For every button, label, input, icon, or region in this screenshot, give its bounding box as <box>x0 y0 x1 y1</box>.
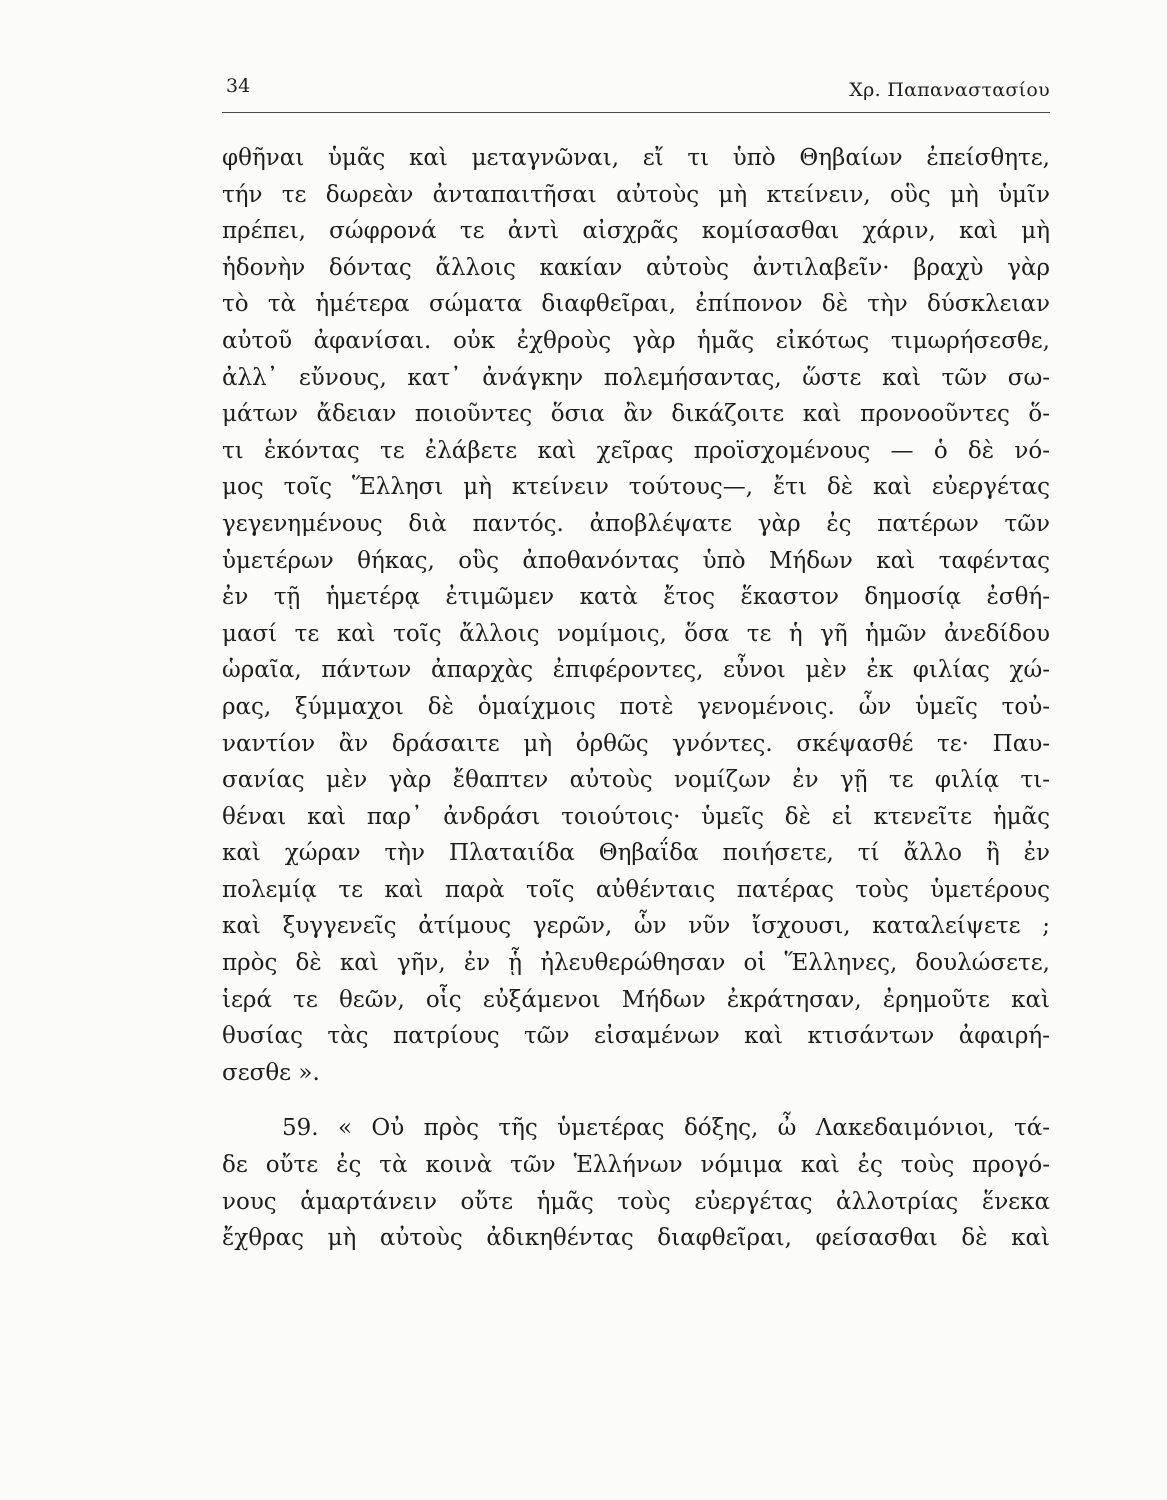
text-line: ἔχθρας μὴ αὐτοὺς ἀδικηθέντας διαφθεῖραι, φείσασθαι δὲ καὶ <box>222 1225 1050 1252</box>
text-line: γεγενημένους διὰ παντός. ἀποβλέψατε γὰρ ἐς πατέρων τῶν <box>222 510 1050 537</box>
text-line: νους ἁμαρτάνειν οὔτε ἡμᾶς τοὺς εὐεργέτας ἀλλοτρίας ἕνεκα <box>222 1188 1050 1215</box>
text-line: τήν τε δωρεὰν ἀνταπαιτῆσαι αὐτοὺς μὴ κτείνειν, οὓς μὴ ὑμῖν <box>222 181 1050 208</box>
text-line: ἀλλ᾽ εὔνους, κατ᾽ ἀνάγκην πολεμήσαντας, ὥστε καὶ τῶν σω- <box>222 364 1050 391</box>
text-line: 59. « Οὐ πρὸς τῆς ὑμετέρας δόξης, ὦ Λακεδαιμόνιοι, τά- <box>282 1115 1050 1142</box>
text-line: δε οὔτε ἐς τὰ κοινὰ τῶν Ἑλλήνων νόμιμα καὶ ἐς τοὺς προγό- <box>222 1152 1050 1179</box>
text-line: πολεμίᾳ τε καὶ παρὰ τοῖς αὐθένταις πατέρας τοὺς ὑμετέρους <box>222 876 1050 903</box>
header-rule <box>222 112 1050 113</box>
paragraph-1 <box>222 140 1050 1091</box>
text-line: θέναι καὶ παρ᾽ ἀνδράσι τοιούτοις· ὑμεῖς δὲ εἰ κτενεῖτε ἡμᾶς <box>222 803 1050 830</box>
paragraph-gap <box>222 1091 1050 1110</box>
text-line: φθῆναι ὑμᾶς καὶ μεταγνῶναι, εἴ τι ὑπὸ Θηβαίων ἐπείσθητε, <box>222 145 1050 171</box>
body-text <box>222 140 1050 1257</box>
text-line: ὑμετέρων θήκας, οὓς ἀποθανόντας ὑπὸ Μήδων καὶ ταφέντας <box>222 547 1050 574</box>
text-line: ἡδονὴν δόντας ἄλλοις κακίαν αὐτοὺς ἀντιλαβεῖν· βραχὺ γὰρ <box>222 254 1050 281</box>
text-line: μασί τε καὶ τοῖς ἄλλοις νομίμοις, ὅσα τε ἡ γῆ ἡμῶν ἀνεδίδου <box>222 620 1050 647</box>
paragraph-2 <box>222 1110 1050 1256</box>
text-line: καὶ ξυγγενεῖς ἀτίμους γερῶν, ὧν νῦν ἴσχουσι, καταλείψετε ; <box>222 913 1050 940</box>
text-line: σεσθε ». <box>222 1059 320 1086</box>
text-line: αὐτοῦ ἀφανίσαι. οὐκ ἐχθροὺς γὰρ ἡμᾶς εἰκότως τιμωρήσεσθε, <box>222 327 1050 354</box>
running-title: Χρ. Παπαναστασίου <box>849 79 1050 101</box>
text-line: μος τοῖς Ἕλλησι μὴ κτείνειν τούτους—, ἔτι δὲ καὶ εὐεργέτας <box>222 474 1050 501</box>
text-line: πρέπει, σώφρονά τε ἀντὶ αἰσχρᾶς κομίσασθαι χάριν, καὶ μὴ <box>222 218 1050 245</box>
page-number: 34 <box>226 75 251 97</box>
text-line: τι ἑκόντας τε ἐλάβετε καὶ χεῖρας προϊσχομένους — ὁ δὲ νό- <box>222 437 1050 464</box>
text-line: ρας, ξύμμαχοι δὲ ὁμαίχμοις ποτὲ γενομένοις. ὧν ὑμεῖς τοὐ- <box>222 693 1050 720</box>
running-head <box>222 72 1050 106</box>
text-line: πρὸς δὲ καὶ γῆν, ἐν ᾗ ἠλευθερώθησαν οἱ Ἕλληνες, δουλώσετε, <box>222 950 1050 977</box>
text-line: ναντίον ἂν δράσαιτε μὴ ὀρθῶς γνόντες. σκέψασθέ τε· Παυ- <box>222 730 1050 757</box>
text-line: τὸ τὰ ἡμέτερα σώματα διαφθεῖραι, ἐπίπονον δὲ τὴν δύσκλειαν <box>222 291 1050 318</box>
text-line: ἐν τῇ ἡμετέρᾳ ἐτιμῶμεν κατὰ ἔτος ἕκαστον δημοσίᾳ ἐσθή- <box>222 584 1050 611</box>
text-line: μάτων ἄδειαν ποιοῦντες ὅσια ἂν δικάζοιτε καὶ προνοοῦντες ὅ- <box>222 401 1050 428</box>
text-line: ὡραῖα, πάντων ἀπαρχὰς ἐπιφέροντες, εὖνοι μὲν ἐκ φιλίας χώ- <box>222 657 1050 684</box>
text-line: θυσίας τὰς πατρίους τῶν εἰσαμένων καὶ κτισάντων ἀφαιρή- <box>222 1023 1050 1050</box>
text-line: ἱερά τε θεῶν, οἷς εὐξάμενοι Μήδων ἐκράτησαν, ἐρημοῦτε καὶ <box>222 986 1050 1013</box>
text-line: καὶ χώραν τὴν Πλαταιίδα Θηβαΐδα ποιήσετε, τί ἄλλο ἢ ἐν <box>222 840 1050 867</box>
text-line: σανίας μὲν γὰρ ἔθαπτεν αὐτοὺς νομίζων ἐν γῇ τε φιλίᾳ τι- <box>222 767 1050 794</box>
